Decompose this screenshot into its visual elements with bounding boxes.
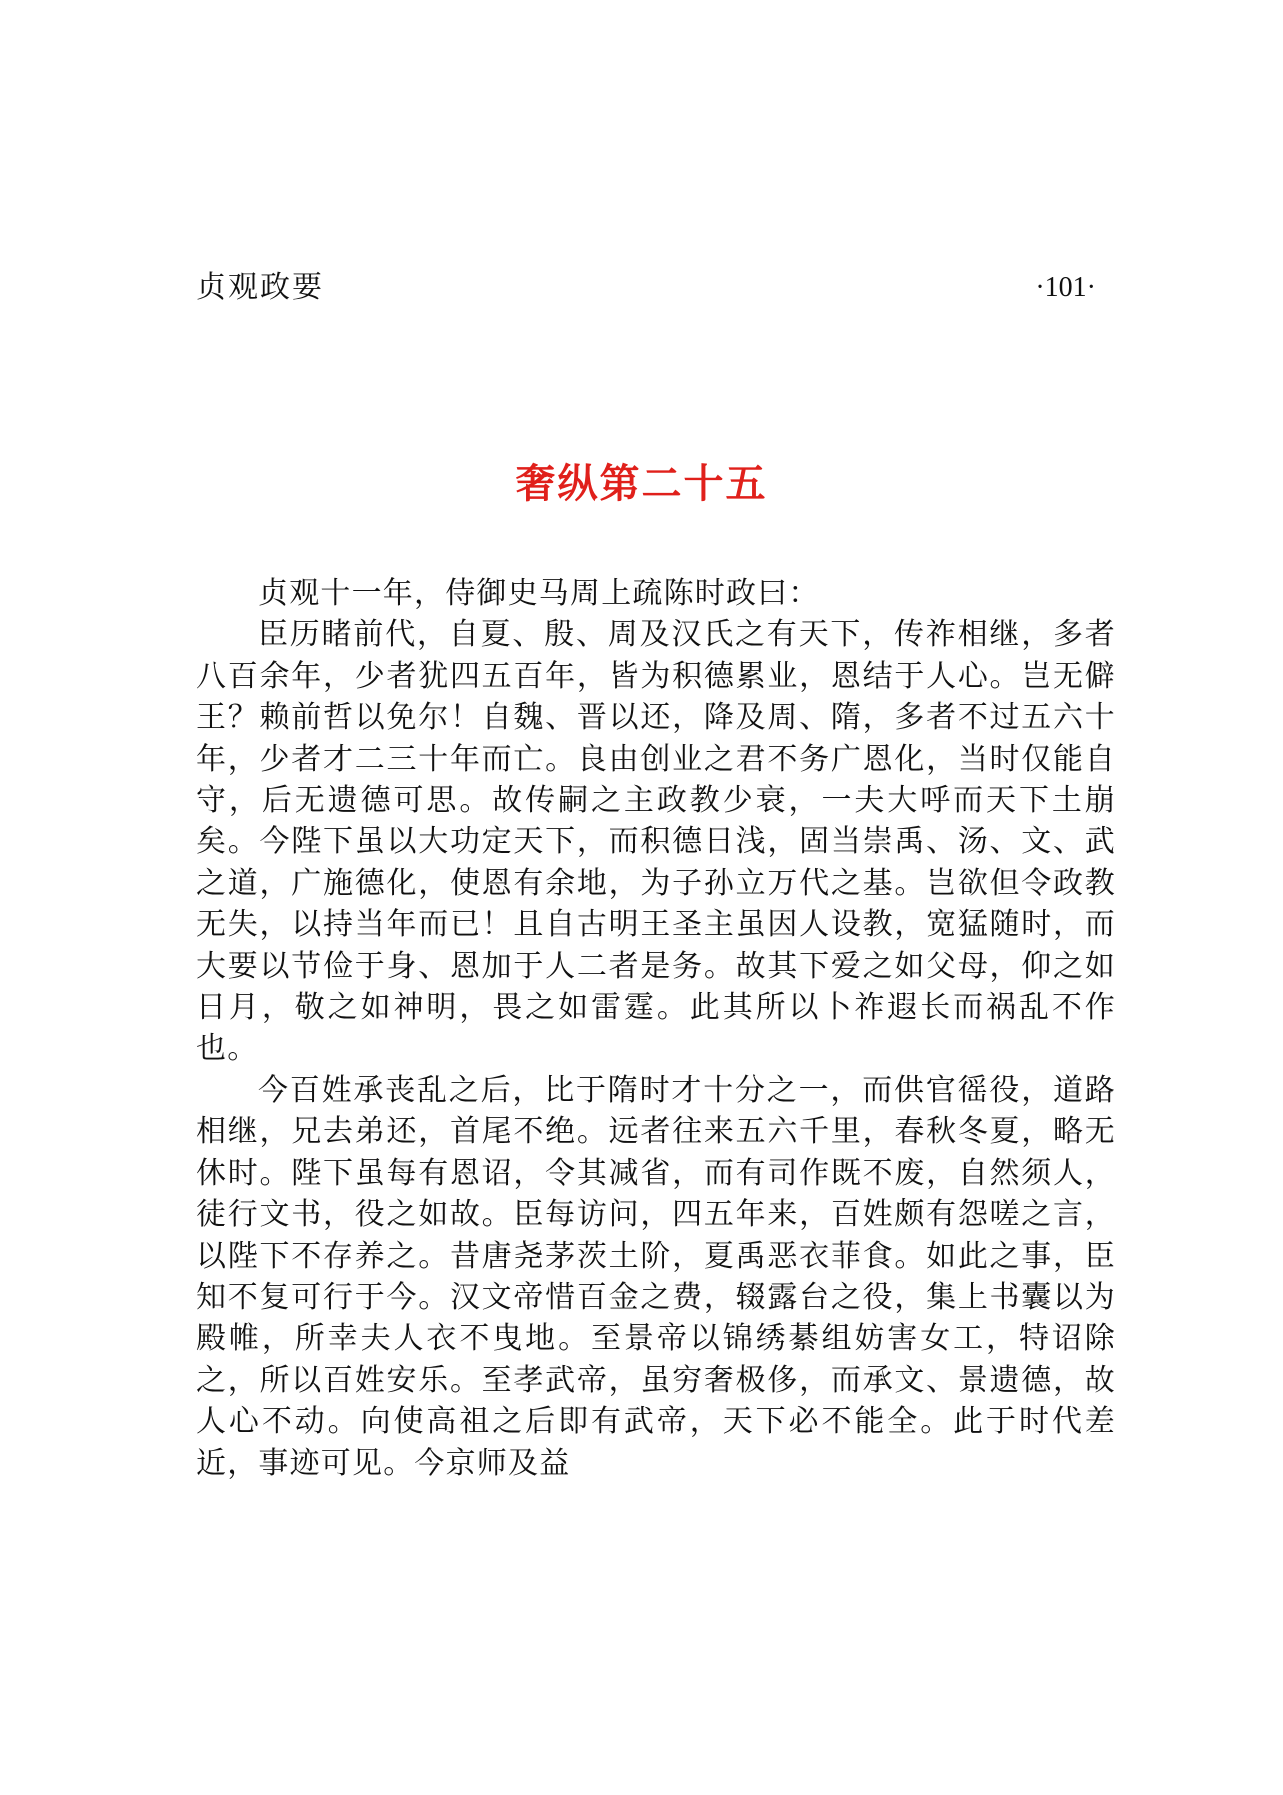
running-header: [196, 268, 1096, 308]
paragraph: 臣历睹前代，自夏、殷、周及汉氏之有天下，传祚相继，多者八百余年，少者犹四五百年，皆为积德累业，恩结于人心。岂无僻王？赖前哲以免尔！自魏、晋以还，降及周、隋，多者不过五六十年，少者才二三十年而亡。良由创业之君不务广恩化，当时仅能自守，后无遗德可思。故传嗣之主政教少衰，一夫大呼而天下土崩矣。今陛下虽以大功定天下，而积德日浅，固当崇禹、汤、文、武之道，广施德化，使恩有余地，为子孙立万代之基。岂欲但令政教无失，以持当年而已！且自古明王圣主虽因人设教，宽猛随时，而大要以节俭于身、恩加于人二者是务。故其下爱之如父母，仰之如日月，敬之如神明，畏之如雷霆。此其所以卜祚遐长而祸乱不作也。: [196, 617, 1116, 1067]
book-title: 贞观政要: [196, 270, 324, 305]
body-text: [196, 573, 1116, 1484]
chapter-title: 奢纵第二十五: [515, 461, 768, 507]
paragraph: 贞观十一年，侍御史马周上疏陈时政曰：: [258, 576, 820, 611]
paragraph: 今百姓承丧乱之后，比于隋时才十分之一，而供官徭役，道路相继，兄去弟还，首尾不绝。远者往来五六千里，春秋冬夏，略无休时。陛下虽每有恩诏，令其减省，而有司作既不废，自然须人，徒行文书，役之如故。臣每访问，四五年来，百姓颇有怨嗟之言，以陛下不存养之。昔唐尧茅茨土阶，夏禹恶衣菲食。如此之事，臣知不复可行于今。汉文帝惜百金之费，辍露台之役，集上书囊以为殿帷，所幸夫人衣不曳地。至景帝以锦绣綦组妨害女工，特诏除之，所以百姓安乐。至孝武帝，虽穷奢极侈，而承文、景遗德，故人心不动。向使高祖之后即有武帝，天下必不能全。此于时代差近，事迹可见。今京师及益: [196, 1072, 1116, 1481]
page-number: ·101·: [1035, 272, 1096, 303]
